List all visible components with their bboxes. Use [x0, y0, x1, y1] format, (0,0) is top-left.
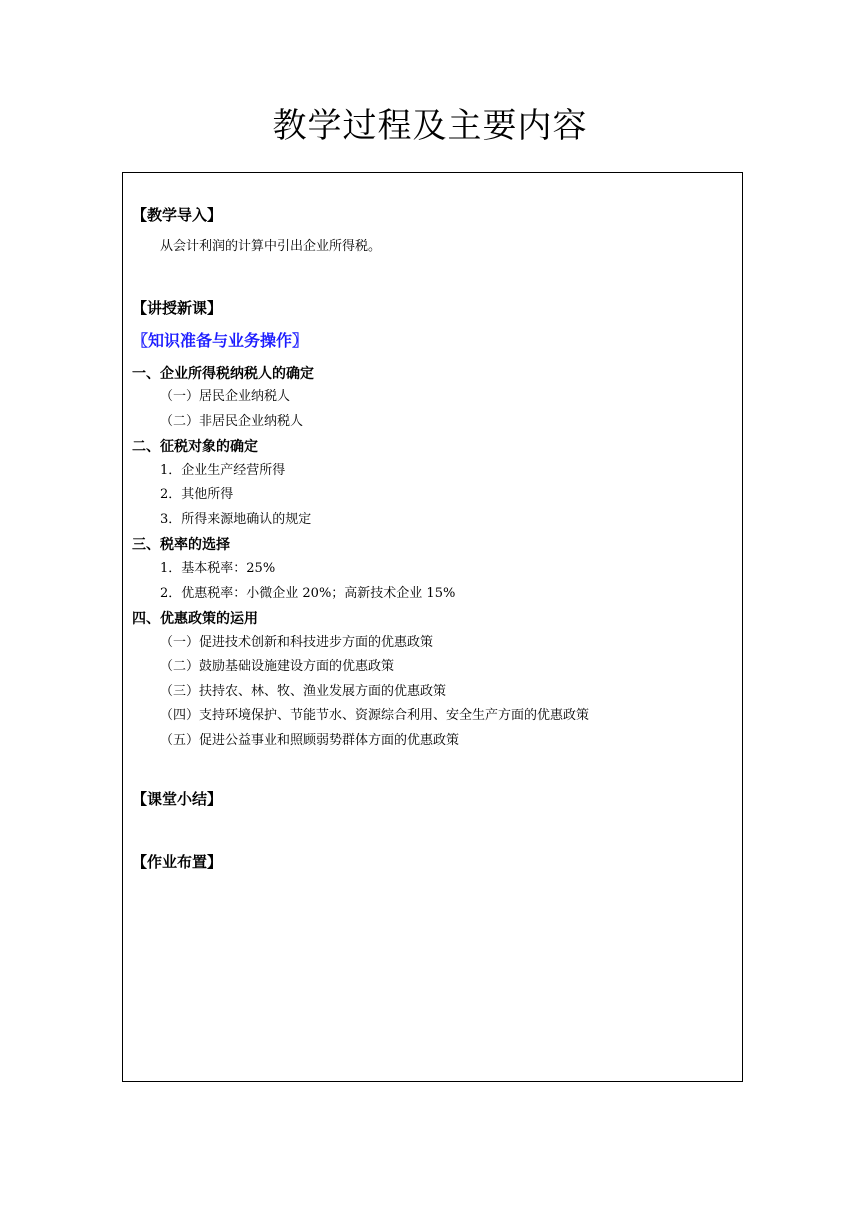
- part2-item: 1．企业生产经营所得: [160, 463, 286, 478]
- part3-heading: 三、税率的选择: [132, 537, 230, 553]
- part4-heading: 四、优惠政策的运用: [132, 611, 258, 627]
- part1-heading: 一、企业所得税纳税人的确定: [132, 366, 314, 382]
- part4-item: （一）促进技术创新和科技进步方面的优惠政策: [160, 635, 434, 650]
- part4-item: （二）鼓励基础设施建设方面的优惠政策: [160, 659, 395, 674]
- part1-item: （二）非居民企业纳税人: [160, 414, 304, 429]
- part4-item: （三）扶持农、林、牧、渔业发展方面的优惠政策: [160, 684, 447, 699]
- part4-item: （四）支持环境保护、节能节水、资源综合利用、安全生产方面的优惠政策: [160, 708, 590, 723]
- part4-item: （五）促进公益事业和照顾弱势群体方面的优惠政策: [160, 733, 460, 748]
- part3-item: 2．优惠税率：小微企业 20%；高新技术企业 15%: [160, 586, 456, 601]
- new-lesson-heading: 【讲授新课】: [132, 299, 223, 317]
- part2-item: 2．其他所得: [160, 487, 234, 502]
- homework-heading: 【作业布置】: [132, 853, 223, 871]
- intro-text: 从会计利润的计算中引出企业所得税。: [160, 239, 382, 254]
- part3-item: 1．基本税率：25%: [160, 561, 276, 576]
- knowledge-heading: 〖知识准备与业务操作〗: [132, 331, 309, 350]
- part2-heading: 二、征税对象的确定: [132, 439, 258, 455]
- page-title: 教学过程及主要内容: [272, 106, 588, 146]
- intro-heading: 【教学导入】: [132, 206, 223, 224]
- summary-heading: 【课堂小结】: [132, 790, 223, 808]
- part2-item: 3．所得来源地确认的规定: [160, 512, 312, 527]
- part1-item: （一）居民企业纳税人: [160, 389, 291, 404]
